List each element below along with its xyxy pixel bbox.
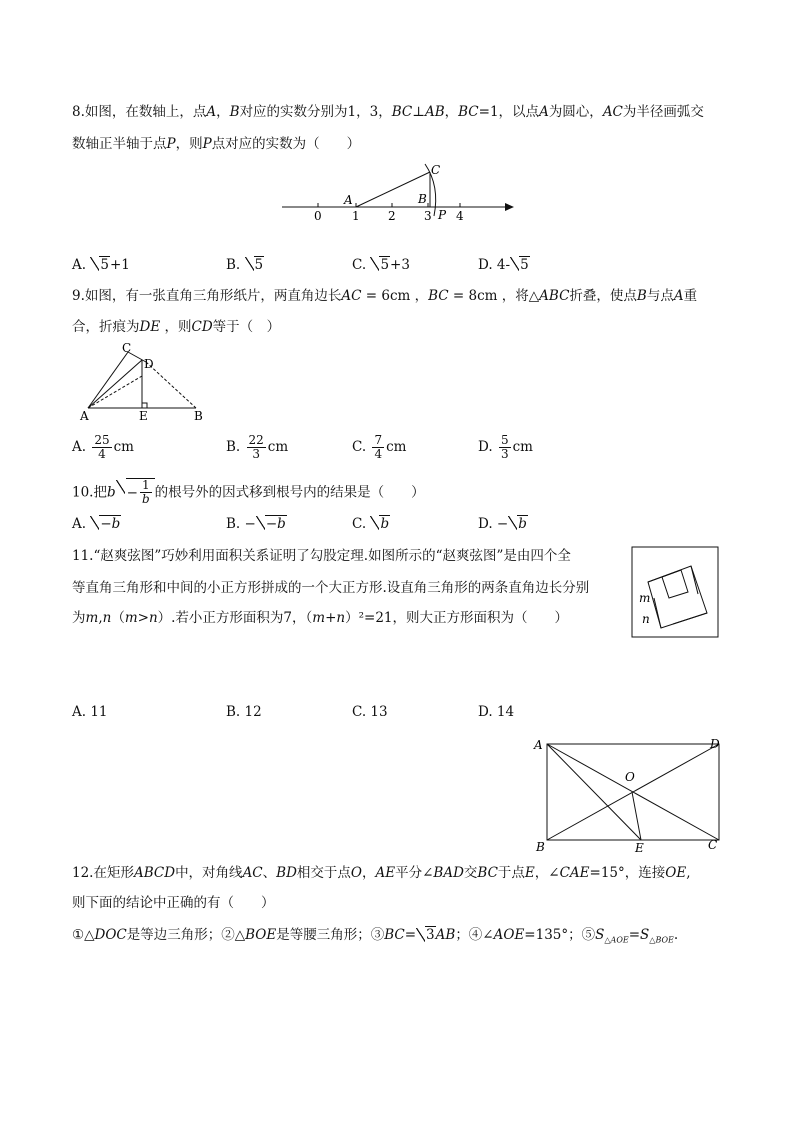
q8-stem-line2: 数轴正半轴于点P，则P点对应的实数为（ ） <box>72 136 361 152</box>
q9-option-b[interactable]: B. $\frac{22}{3}$ cm <box>226 433 289 461</box>
q9-label-a: A <box>80 409 89 423</box>
q9-option-d[interactable]: D. $\frac{5}{3}$ cm <box>478 433 533 461</box>
q11-stem-line1: 11.“赵爽弦图”巧妙利用面积关系证明了勾股定理.如图所示的“赵爽弦图”是由四个全 <box>72 548 571 564</box>
q9-label-e: E <box>139 409 148 423</box>
q8-option-d[interactable]: D. 4- 5 <box>478 257 529 273</box>
q11-option-c[interactable]: C. 13 <box>352 704 388 720</box>
q11-label-m: m <box>639 591 651 605</box>
q9-label-c: C <box>122 341 132 355</box>
q11-zhao-shuang-figure <box>631 546 721 638</box>
q12-rectangle-figure <box>532 736 732 855</box>
q8-tick-3: 3 <box>424 209 432 223</box>
q12-label-o: O <box>625 770 635 784</box>
q10-option-d[interactable]: D. − b <box>478 516 527 532</box>
q12-label-d: D <box>710 737 720 751</box>
q8-number-line-figure <box>280 160 520 230</box>
q9-option-c[interactable]: C. $\frac{7}{4}$ cm <box>352 433 407 461</box>
q11-option-b[interactable]: B. 12 <box>226 704 262 720</box>
q12-conclusions: ①△DOC是等边三角形；②△BOE是等腰三角形；③BC= 3AB；④∠AOE=135°；$⑤S_{\triangle AOE}=S_{\triangle BOE}$. <box>72 927 679 945</box>
q8-option-a[interactable]: A. 5+1 <box>72 257 130 273</box>
q8-stem-line1: 8.如图，在数轴上，点A，B对应的实数分别为1，3，BC⊥AB，BC=1，以点A为圆心，AC为半径画弧交 <box>72 104 704 120</box>
q12-label-b: B <box>536 840 545 854</box>
q8-tick-4: 4 <box>456 209 464 223</box>
q10-option-b[interactable]: B. − −b <box>226 516 286 532</box>
q9-triangle-figure <box>78 342 208 422</box>
q10-stem: 10.把b − $\frac{1}{b}$ 的根号外的因式移到根号内的结果是（ ） <box>72 478 425 506</box>
q8-tick-2: 2 <box>388 209 396 223</box>
q8-tick-1: 1 <box>352 209 360 223</box>
q8-option-b[interactable]: B. 5 <box>226 257 264 273</box>
q9-label-d: D <box>144 357 154 371</box>
q8-option-c[interactable]: C. 5+3 <box>352 257 410 273</box>
q10-option-a[interactable]: A. −b <box>72 516 121 532</box>
q11-option-d[interactable]: D. 14 <box>478 704 515 720</box>
q9-label-b: B <box>194 409 203 423</box>
q8-label-c: C <box>431 163 441 177</box>
q11-label-n: n <box>642 612 650 626</box>
q12-label-c: C <box>708 838 718 852</box>
q12-stem-line1: 12.在矩形ABCD中，对角线AC、BD相交于点O，AE平分∠BAD交BC于点E，∠CAE=15°，连接OE, <box>72 865 691 881</box>
q9-stem-line2: 合，折痕为DE ，则CD等于（ ） <box>72 319 281 335</box>
q12-label-a: A <box>534 738 543 752</box>
q8-label-b: B <box>418 192 427 206</box>
q11-stem-line2: 等直角三角形和中间的小正方形拼成的一个大正方形.设直角三角形的两条直角边长分别 <box>72 580 590 596</box>
q12-label-e: E <box>635 841 644 855</box>
q10-option-c[interactable]: C. b <box>352 516 390 532</box>
q9-option-a[interactable]: A. $\frac{25}{4}$ cm <box>72 433 134 461</box>
q9-stem-line1: 9.如图，有一张直角三角形纸片，两直角边长AC = 6cm ，BC = 8cm ，将△ABC折叠，使点B与点A重 <box>72 288 698 304</box>
q12-stem-line2: 则下面的结论中正确的有（ ） <box>72 895 275 911</box>
q11-stem-line3: 为m,n（m>n）.若小正方形面积为7，（m+n）²=21，则大正方形面积为（ ） <box>72 610 569 626</box>
q11-option-a[interactable]: A. 11 <box>72 704 108 720</box>
q8-tick-0: 0 <box>314 209 322 223</box>
q8-label-p: P <box>438 208 447 222</box>
q8-label-a: A <box>344 193 353 207</box>
